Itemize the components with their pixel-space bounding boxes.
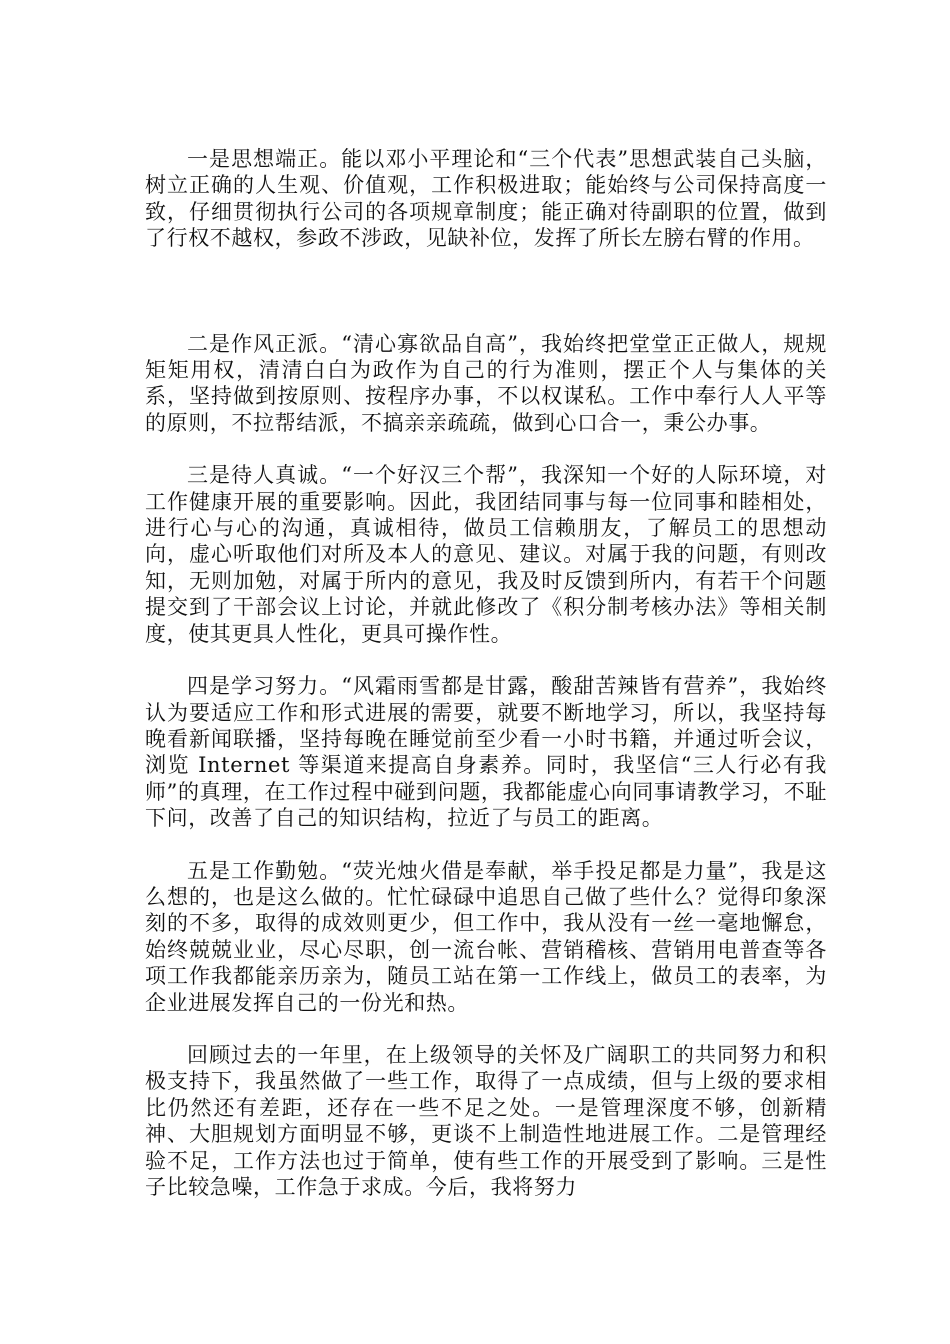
paragraph-spacer — [145, 436, 827, 462]
paragraph-spacer — [145, 252, 827, 331]
paragraph-spacer — [145, 832, 827, 858]
paragraph-spacer — [145, 647, 827, 673]
paragraph-sincerity: 三是待人真诚。“一个好汉三个帮”，我深知一个好的人际环境，对工作健康开展的重要影响。因此，我团结同事与每一位同事和睦相处，进行心与心的沟通，真诚相待，做员工信赖朋友，了解员工的思想动向，虚心听取他们对所及本人的意见、建议。对属于我的问题，有则改知，无则加勉，对属于所内的意见，我及时反馈到所内，有若干个问题提交到了干部会议上讨论，并就此修改了《积分制考核办法》等相关制度，使其更具人性化，更具可操作性。 — [145, 463, 827, 646]
paragraph-spacer — [145, 1016, 827, 1042]
paragraph-review: 回顾过去的一年里，在上级领导的关怀及广阔职工的共同努力和积极支持下，我虽然做了一些工作，取得了一点成绩，但与上级的要求相比仍然还有差距，还存在一些不足之处。一是管理深度不够，创新精神、大胆规划方面明显不够，更谈不上制造性地进展工作。二是管理经验不足，工作方法也过于简单，使有些工作的开展受到了影响。三是性子比较急噪，工作急于求成。今后，我将努力 — [145, 1042, 827, 1199]
paragraph-study: 四是学习努力。“风霜雨雪都是甘露，酸甜苦辣皆有营养”，我始终认为要适应工作和形式进展的需要，就要不断地学习，所以，我坚持每晚看新闻联播，坚持每晚在睡觉前至少看一小时书籍，并通过听会议，浏览 Internet 等渠道来提高自身素养。同时，我坚信“三人行必有我师”的真理，在工作过程中碰到问题，我都能虚心向同事请教学习，不耻下问，改善了自己的知识结构，拉近了与员工的距离。 — [145, 674, 827, 831]
paragraph-diligence: 五是工作勤勉。“荧光烛火借是奉献，举手投足都是力量”，我是这么想的，也是这么做的。忙忙碌碌中追思自己做了些什么？觉得印象深刻的不多，取得的成效则更少，但工作中，我从没有一丝一毫地懈怠，始终兢兢业业，尽心尽职，创一流台帐、营销稽核、营销用电普查等各项工作我都能亲历亲为，随员工站在第一工作线上，做员工的表率，为企业进展发挥自己的一份光和热。 — [145, 858, 827, 1015]
document-page — [145, 146, 827, 1200]
paragraph-ideology: 一是思想端正。能以邓小平理论和“三个代表”思想武装自己头脑，树立正确的人生观、价值观，工作积极进取；能始终与公司保持高度一致，仔细贯彻执行公司的各项规章制度；能正确对待副职的位置，做到了行权不越权，参政不涉政，见缺补位，发挥了所长左膀右臂的作用。 — [145, 147, 827, 251]
paragraph-work-style: 二是作风正派。“清心寡欲品自高”，我始终把堂堂正正做人，规规矩矩用权，清清白白为政作为自己的行为准则，摆正个人与集体的关系，坚持做到按原则、按程序办事，不以权谋私。工作中奉行人人平等的原则，不拉帮结派，不搞亲亲疏疏，做到心口合一，秉公办事。 — [145, 331, 827, 435]
